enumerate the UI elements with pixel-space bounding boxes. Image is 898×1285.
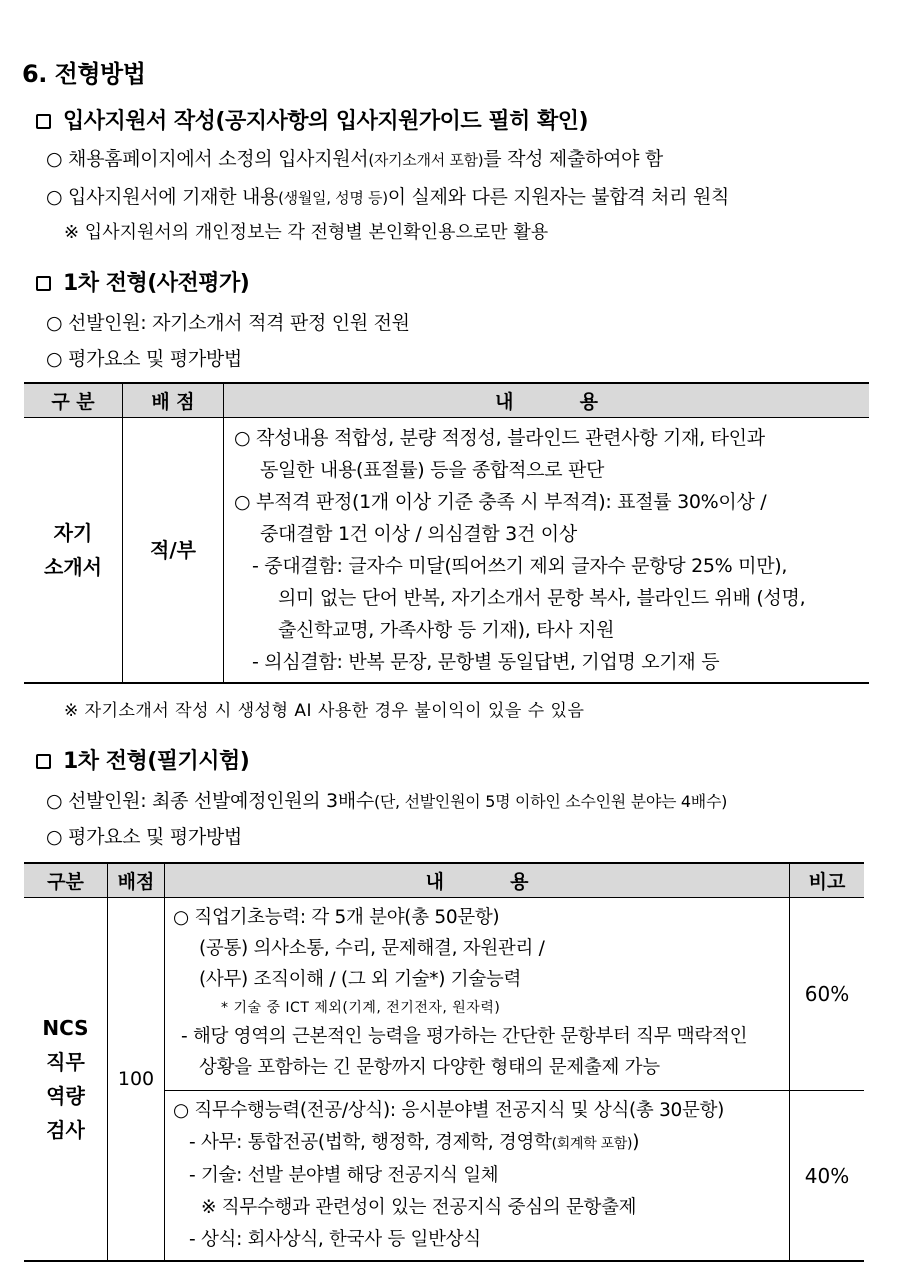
pre-eval-line-2: ○ 평가요소 및 평가방법 (46, 348, 242, 370)
heading-written-test: 1차 전형(필기시험) (36, 744, 249, 775)
header-score: 배점 (108, 863, 165, 898)
row-score: 적/부 (123, 418, 224, 684)
table-header-row (24, 383, 869, 418)
basic-ability-content: ○ 직업기초능력: 각 5개 분야(총 50문항) (공통) 의사소통, 수리, 문제해결, 자원관리 / (사무) 조직이해 / (그 외 기술*) 기술능력 * 기술 중 ICT 제외(기계, 전기전자, 원자력) - 해당 영역의 근본적인 능력을 평가하는 간단한 문항부터 직무 맥락적인 상황을 포함하는 긴 문항까지 다양한 형태의 문제출제 가능 (165, 898, 790, 1091)
heading-pre-evaluation: 1차 전형(사전평가) (36, 266, 249, 297)
basic-ability-weight: 60% (790, 898, 865, 1091)
header-category: 구 분 (24, 383, 123, 418)
header-content: 내 용 (224, 383, 870, 418)
written-line-2: ○ 평가요소 및 평가방법 (46, 826, 242, 848)
pre-eval-line-1: ○ 선발인원: 자기소개서 적격 판정 인원 전원 (46, 312, 410, 334)
written-test-table (24, 862, 864, 1262)
row-content: ○ 작성내용 적합성, 분량 적정성, 블라인드 관련사항 기재, 타인과 동일한 내용(표절률) 등을 종합적으로 판단 ○ 부적격 판정(1개 이상 기준 충족 시 부적격): 표절률 30%이상 / 중대결함 1건 이상 / 의심결함 3건 이상 - 중대결함: 글자수 미달(띄어쓰기 제외 글자수 문항당 25% 미만), 의미 없는 단어 반복, 자기소개서 문항 복사, 블라인드 위배 (성명, 출신학교명, 가족사항 등 기재), 타사 지원 - 의심결함: 반복 문장, 문항별 동일답변, 기업명 오기재 등 (224, 418, 870, 684)
ai-usage-note: ※ 자기소개서 작성 시 생성형 AI 사용한 경우 불이익이 있을 수 있음 (64, 701, 585, 721)
header-remark: 비고 (790, 863, 865, 898)
application-note: ※ 입사지원서의 개인정보는 각 전형별 본인확인용으로만 활용 (64, 222, 549, 243)
row-score: 100 (108, 898, 165, 1262)
header-score: 배 점 (123, 383, 224, 418)
table-header-row (24, 863, 864, 898)
pre-evaluation-table (24, 382, 869, 684)
checkbox-square-icon (36, 754, 51, 769)
application-line-1: ○ 채용홈페이지에서 소정의 입사지원서(자기소개서 포함)를 작성 제출하여야 함 (46, 148, 663, 170)
written-line-1: ○ 선발인원: 최종 선발예정인원의 3배수(단, 선발인원이 5명 이하인 소수인원 분야는 4배수) (46, 790, 728, 812)
checkbox-square-icon (36, 276, 51, 291)
job-ability-weight: 40% (790, 1091, 865, 1262)
row-label: NCS 직무 역량 검사 (24, 898, 108, 1262)
header-category: 구분 (24, 863, 108, 898)
checkbox-square-icon (36, 114, 51, 129)
application-line-2: ○ 입사지원서에 기재한 내용(생월일, 성명 등)이 실제와 다른 지원자는 불합격 처리 원칙 (46, 186, 730, 208)
heading-text: 입사지원서 작성(공지사항의 입사지원가이드 필히 확인) (63, 109, 589, 134)
heading-application (36, 104, 588, 135)
header-content: 내 용 (165, 863, 790, 898)
job-ability-content: ○ 직무수행능력(전공/상식): 응시분야별 전공지식 및 상식(총 30문항) - 사무: 통합전공(법학, 행정학, 경제학, 경영학(회계학 포함)) - 기술: 선발 분야별 해당 전공지식 일체 ※ 직무수행과 관련성이 있는 전공지식 중심의 문항출제 - 상식: 회사상식, 한국사 등 일반상식 (165, 1091, 790, 1262)
table-row (24, 418, 869, 684)
row-label: 자기 소개서 (24, 418, 123, 684)
section-title: 6. 전형방법 (22, 60, 146, 88)
table-row (24, 898, 864, 1091)
